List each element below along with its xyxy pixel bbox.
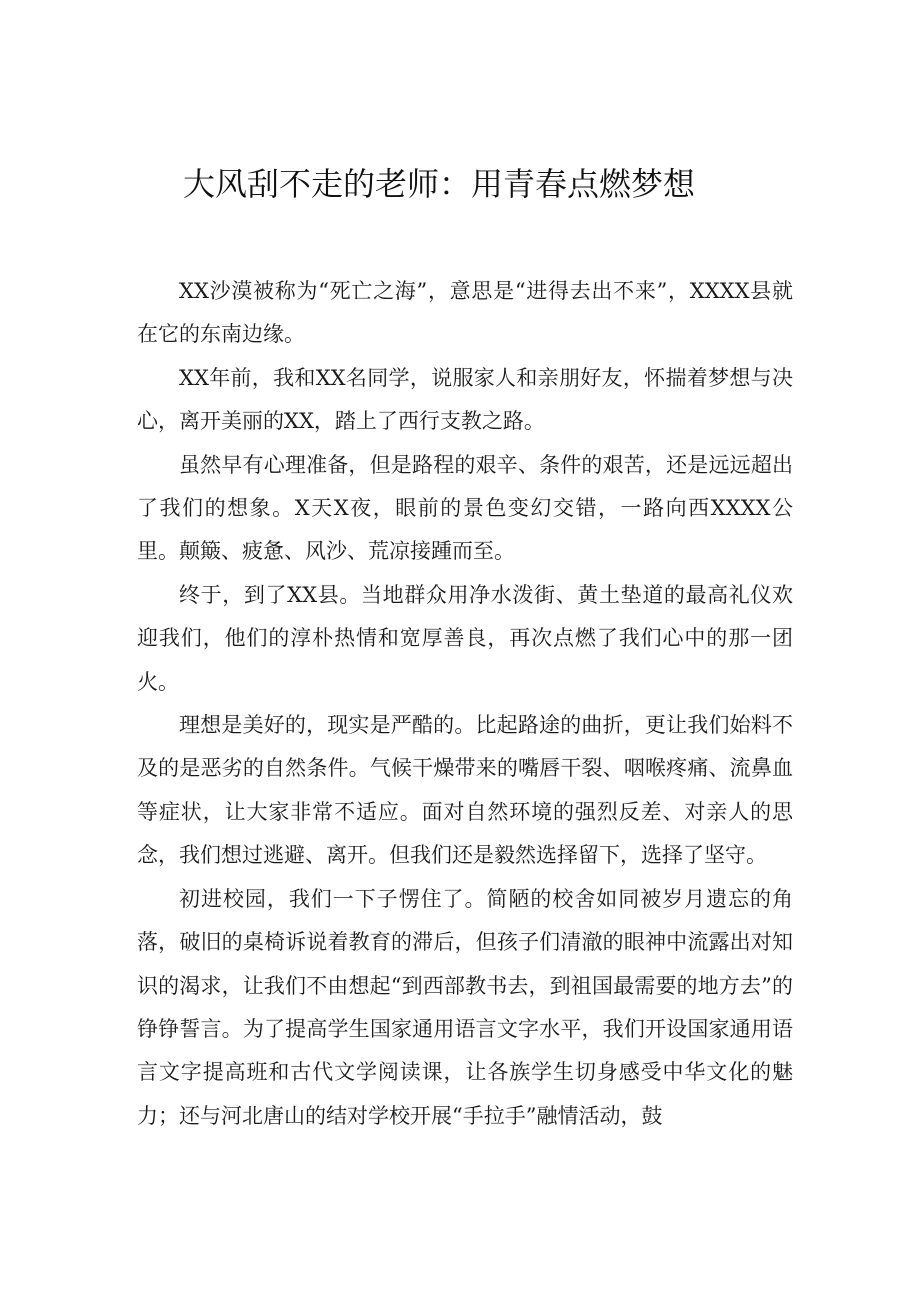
paragraph-6: 初进校园，我们一下子愣住了。简陋的校舍如同被岁月遗忘的角落，破旧的桌椅诉说着教育的滞后，但孩子们清澈的眼神中流露出对知识的渴求，让我们不由想起“到西部教书去，到祖国最需要的地方去”的铮铮誓言。为了提高学生国家通用语言文字水平，我们开设国家通用语言文字提高班和古代文学阅读课，让各族学生切身感受中华文化的魅力；还与河北唐山的结对学校开展“手拉手”融情活动，鼓 xyxy=(137,886,793,1128)
paragraph-2: XX年前，我和XX名同学，说服家人和亲朋好友，怀揣着梦想与决心，离开美丽的XX，踏上了西行支教之路。 xyxy=(137,365,793,434)
document-body xyxy=(137,270,793,1138)
paragraph-3: 虽然早有心理准备，但是路程的艰辛、条件的艰苦，还是远远超出了我们的想象。X天X夜，眼前的景色变幻交错，一路向西XXXX公里。颠簸、疲惫、风沙、荒凉接踵而至。 xyxy=(137,452,793,564)
paragraph-4: 终于，到了XX县。当地群众用净水泼街、黄土垫道的最高礼仪欢迎我们，他们的淳朴热情和宽厚善良，再次点燃了我们心中的那一团火。 xyxy=(137,582,793,694)
paragraph-1: XX沙漠被称为“死亡之海”，意思是“进得去出不来”，XXXX县就在它的东南边缘。 xyxy=(137,279,793,347)
paragraph-5: 理想是美好的，现实是严酷的。比起路途的曲折，更让我们始料不及的是恶劣的自然条件。气候干燥带来的嘴唇干裂、咽喉疼痛、流鼻血等症状，让大家非常不适应。面对自然环境的强烈反差、对亲人的思念，我们想过逃避、离开。但我们还是毅然选择留下，选择了坚守。 xyxy=(137,713,793,868)
document-title: 大风刮不走的老师：用青春点燃梦想 xyxy=(183,165,696,203)
